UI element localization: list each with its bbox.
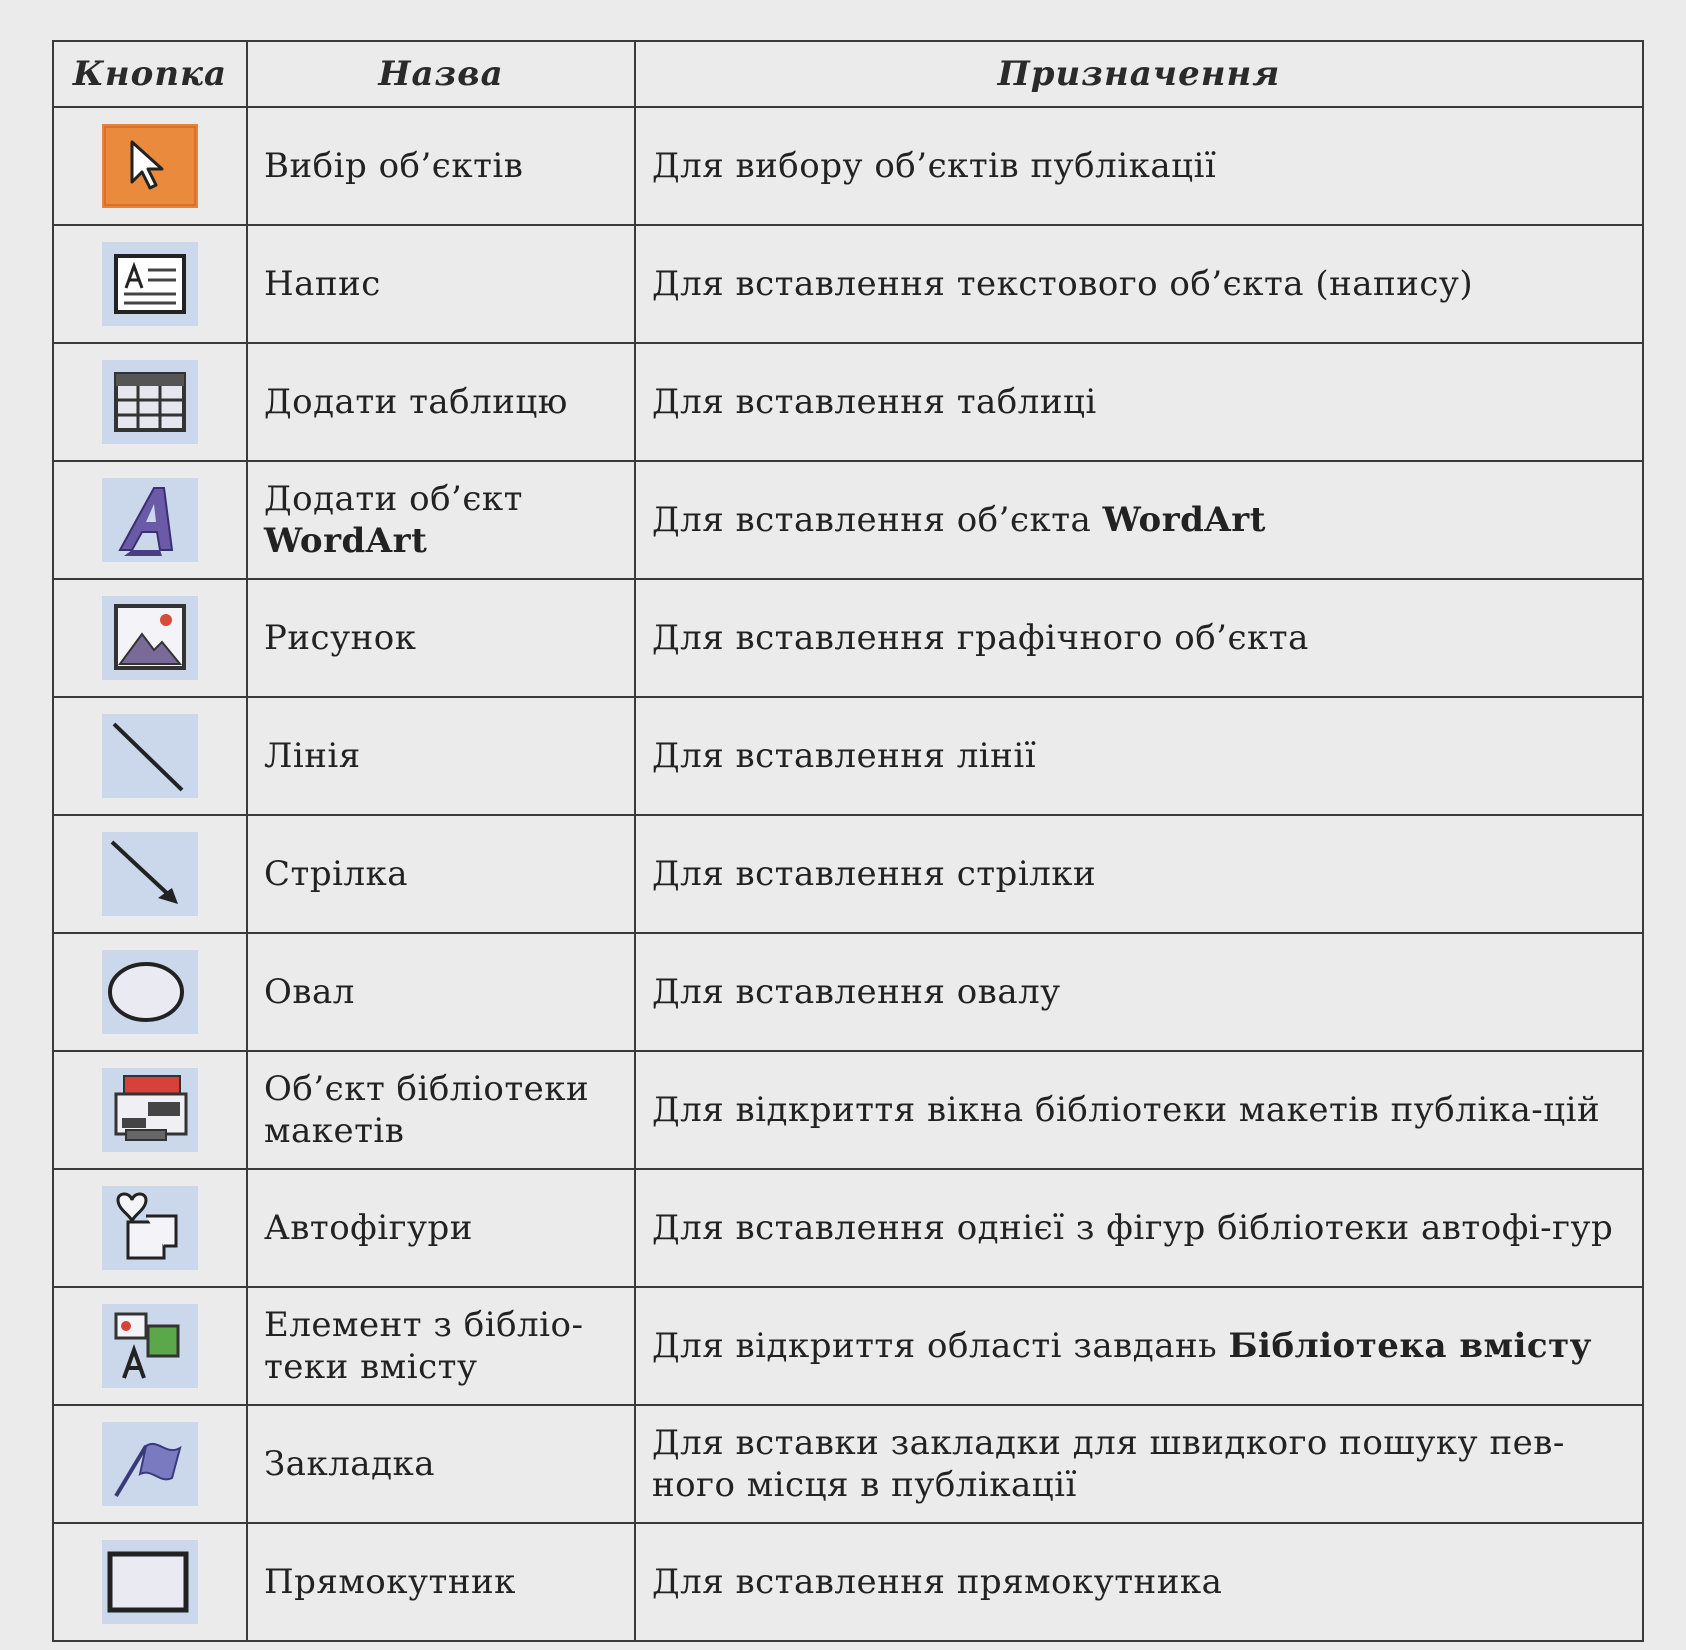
tool-name: Прямокутник <box>247 1523 635 1641</box>
table-row <box>53 1169 1643 1287</box>
tool-purpose-bold: WordArt <box>1102 500 1266 540</box>
tool-purpose: Для вставки закладки для швидкого пошуку пев-ного місця в публікації <box>635 1405 1643 1523</box>
design-gallery-icon <box>102 1068 198 1152</box>
tool-purpose-bold: Бібліотека вмісту <box>1228 1326 1592 1366</box>
tool-purpose: Для вставлення лінії <box>635 697 1643 815</box>
tool-name: Об’єкт бібліотеки макетів <box>247 1051 635 1169</box>
tool-name: Напис <box>247 225 635 343</box>
wordart-icon <box>102 478 198 562</box>
table-row <box>53 697 1643 815</box>
arrow-icon <box>102 832 198 916</box>
tool-purpose: Для вставлення таблиці <box>635 343 1643 461</box>
table-header-row <box>53 41 1643 107</box>
table-row <box>53 1405 1643 1523</box>
icon-cell <box>53 933 247 1051</box>
tool-name: Стрілка <box>247 815 635 933</box>
tool-name: Вибір об’єктів <box>247 107 635 225</box>
tool-purpose-text: Для вставлення об’єкта <box>652 500 1103 540</box>
tool-purpose <box>635 1287 1643 1405</box>
tool-name: Рисунок <box>247 579 635 697</box>
table-row <box>53 461 1643 579</box>
icon-cell <box>53 461 247 579</box>
tool-name: Автофігури <box>247 1169 635 1287</box>
table-row <box>53 343 1643 461</box>
icon-cell <box>53 225 247 343</box>
icon-cell <box>53 815 247 933</box>
tool-purpose: Для вставлення однієї з фігур бібліотеки автофі-гур <box>635 1169 1643 1287</box>
tool-name: Додати таблицю <box>247 343 635 461</box>
content-library-icon <box>102 1304 198 1388</box>
autoshapes-icon <box>102 1186 198 1270</box>
tool-name-text: Додати об’єкт <box>264 479 523 519</box>
tool-name: Закладка <box>247 1405 635 1523</box>
tool-purpose: Для вставлення овалу <box>635 933 1643 1051</box>
table-row <box>53 933 1643 1051</box>
table-row <box>53 579 1643 697</box>
icon-cell <box>53 579 247 697</box>
oval-icon <box>102 950 198 1034</box>
icon-cell <box>53 1523 247 1641</box>
tool-purpose: Для вставлення текстового об’єкта (напису) <box>635 225 1643 343</box>
tool-name <box>247 461 635 579</box>
table-row <box>53 815 1643 933</box>
text-box-icon <box>102 242 198 326</box>
header-name: Назва <box>247 41 635 107</box>
tool-name: Елемент з бібліо-теки вмісту <box>247 1287 635 1405</box>
rectangle-icon <box>102 1540 198 1624</box>
tool-name: Лінія <box>247 697 635 815</box>
icon-cell <box>53 1051 247 1169</box>
tool-purpose: Для відкриття вікна бібліотеки макетів публіка-цій <box>635 1051 1643 1169</box>
icon-cell <box>53 1287 247 1405</box>
tool-name-bold: WordArt <box>264 521 428 561</box>
line-icon <box>102 714 198 798</box>
icon-cell <box>53 1169 247 1287</box>
tool-purpose: Для вставлення графічного об’єкта <box>635 579 1643 697</box>
table-caption-cutoff <box>0 0 1686 38</box>
table-row <box>53 1287 1643 1405</box>
icon-cell <box>53 1405 247 1523</box>
icon-cell <box>53 107 247 225</box>
toolbar-buttons-table <box>52 40 1644 1642</box>
insert-table-icon <box>102 360 198 444</box>
tool-purpose <box>635 461 1643 579</box>
header-purpose: Призначення <box>635 41 1643 107</box>
table-row <box>53 225 1643 343</box>
header-button: Кнопка <box>53 41 247 107</box>
tool-purpose: Для вставлення стрілки <box>635 815 1643 933</box>
tool-name: Овал <box>247 933 635 1051</box>
select-objects-icon <box>102 124 198 208</box>
tool-purpose: Для вибору об’єктів публікації <box>635 107 1643 225</box>
tool-purpose-text: Для відкриття області завдань <box>652 1326 1229 1366</box>
table-row <box>53 107 1643 225</box>
picture-icon <box>102 596 198 680</box>
icon-cell <box>53 343 247 461</box>
bookmark-icon <box>102 1422 198 1506</box>
icon-cell <box>53 697 247 815</box>
tool-purpose: Для вставлення прямокутника <box>635 1523 1643 1641</box>
table-row <box>53 1523 1643 1641</box>
table-row <box>53 1051 1643 1169</box>
